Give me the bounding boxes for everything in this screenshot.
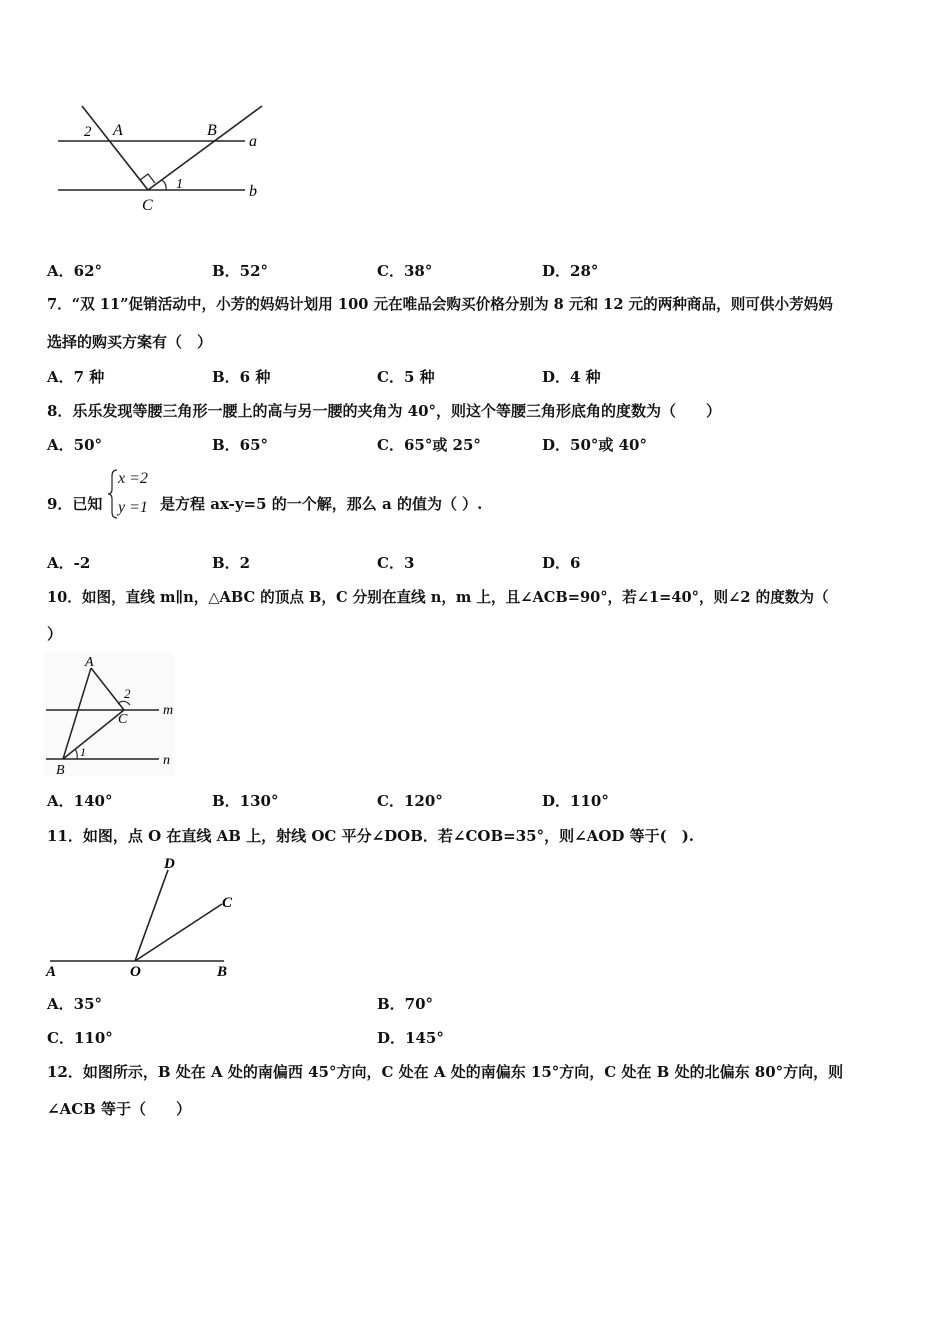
q11-option-a[interactable]: A．35° bbox=[47, 995, 103, 1013]
label-B: B bbox=[217, 964, 228, 980]
q8-option-a[interactable]: A．50° bbox=[47, 436, 103, 454]
q7-option-a[interactable]: A．7 种 bbox=[47, 368, 105, 386]
q8-option-b[interactable]: B．65° bbox=[212, 436, 269, 454]
q7-option-b[interactable]: B．6 种 bbox=[212, 368, 271, 386]
q10-question-line1: 10．如图，直线 m∥n，△ABC 的顶点 B，C 分别在直线 n，m 上，且∠ACB=90°，若∠1=40°，则∠2 的度数为（ bbox=[47, 589, 829, 606]
label-b: b bbox=[249, 183, 257, 200]
q9-option-d[interactable]: D．6 bbox=[542, 554, 581, 572]
segment-ca bbox=[82, 106, 148, 190]
q8-option-d[interactable]: D．50°或 40° bbox=[542, 436, 647, 454]
q9-option-c[interactable]: C．3 bbox=[377, 554, 415, 572]
label-C: C bbox=[222, 895, 233, 911]
q9-question-prefix: 9．已知 bbox=[47, 495, 103, 513]
q9-question-suffix: 是方程 ax-y=5 的一个解，那么 a 的值为（ ）. bbox=[160, 495, 483, 513]
q10-option-a[interactable]: A．140° bbox=[47, 792, 113, 810]
ray-oc bbox=[135, 904, 222, 961]
label-B: B bbox=[56, 763, 65, 778]
label-A: A bbox=[113, 122, 123, 139]
q6-option-a[interactable]: A．62° bbox=[47, 262, 103, 280]
label-a: a bbox=[249, 133, 257, 150]
label-D: D bbox=[164, 856, 175, 872]
q7-option-d[interactable]: D．4 种 bbox=[542, 368, 601, 386]
label-angle2: 2 bbox=[84, 124, 92, 140]
label-C: C bbox=[118, 712, 128, 727]
q8-option-c[interactable]: C．65°或 25° bbox=[377, 436, 481, 454]
ray-od bbox=[135, 870, 168, 961]
q10-figure bbox=[44, 652, 184, 778]
segment-cb bbox=[148, 106, 262, 190]
q11-option-c[interactable]: C．110° bbox=[47, 1029, 113, 1047]
q9-option-a[interactable]: A．-2 bbox=[47, 554, 91, 572]
q7-question-line2: 选择的购买方案有（ ） bbox=[47, 333, 213, 351]
label-B: B bbox=[207, 122, 217, 139]
q11-question: 11．如图，点 O 在直线 AB 上，射线 OC 平分∠DOB．若∠COB=35°，则∠AOD 等于( ). bbox=[47, 827, 695, 845]
q6-option-d[interactable]: D．28° bbox=[542, 262, 599, 280]
q12-question-line2: ∠ACB 等于（ ） bbox=[47, 1100, 192, 1118]
angle1-arc bbox=[162, 180, 166, 190]
q12-question-line1: 12．如图所示，B 处在 A 处的南偏西 45°方向，C 处在 A 处的南偏东 15°方向，C 处在 B 处的北偏东 80°方向，则 bbox=[47, 1063, 844, 1081]
label-C: C bbox=[142, 197, 153, 214]
q6-figure bbox=[50, 98, 270, 216]
label-n: n bbox=[163, 753, 170, 768]
q10-option-c[interactable]: C．120° bbox=[377, 792, 443, 810]
q8-question: 8．乐乐发现等腰三角形一腰上的高与另一腰的夹角为 40°，则这个等腰三角形底角的度数为（ ） bbox=[47, 402, 722, 420]
label-O: O bbox=[130, 964, 141, 980]
label-1: 1 bbox=[80, 745, 86, 759]
q10-option-b[interactable]: B．130° bbox=[212, 792, 279, 810]
q7-question-line1: 7．“双 11”促销活动中，小芳的妈妈计划用 100 元在唯品会购买价格分别为 8 元和 12 元的两种商品，则可供小芳妈妈 bbox=[47, 296, 833, 313]
q11-option-d[interactable]: D．145° bbox=[377, 1029, 444, 1047]
label-m: m bbox=[163, 703, 174, 718]
q11-figure bbox=[44, 852, 244, 980]
q11-option-b[interactable]: B．70° bbox=[377, 995, 434, 1013]
q9-system-eq1: x =2 bbox=[118, 470, 148, 487]
q6-option-c[interactable]: C．38° bbox=[377, 262, 433, 280]
q7-option-c[interactable]: C．5 种 bbox=[377, 368, 435, 386]
label-2: 2 bbox=[124, 686, 131, 701]
q9-system-eq2: y =1 bbox=[118, 499, 148, 516]
label-angle1: 1 bbox=[176, 177, 183, 192]
label-A: A bbox=[46, 964, 57, 980]
q10-option-d[interactable]: D．110° bbox=[542, 792, 609, 810]
q6-option-b[interactable]: B．52° bbox=[212, 262, 269, 280]
q9-option-b[interactable]: B．2 bbox=[212, 554, 251, 572]
q10-question-line2: ） bbox=[47, 625, 63, 643]
label-A: A bbox=[85, 655, 94, 670]
